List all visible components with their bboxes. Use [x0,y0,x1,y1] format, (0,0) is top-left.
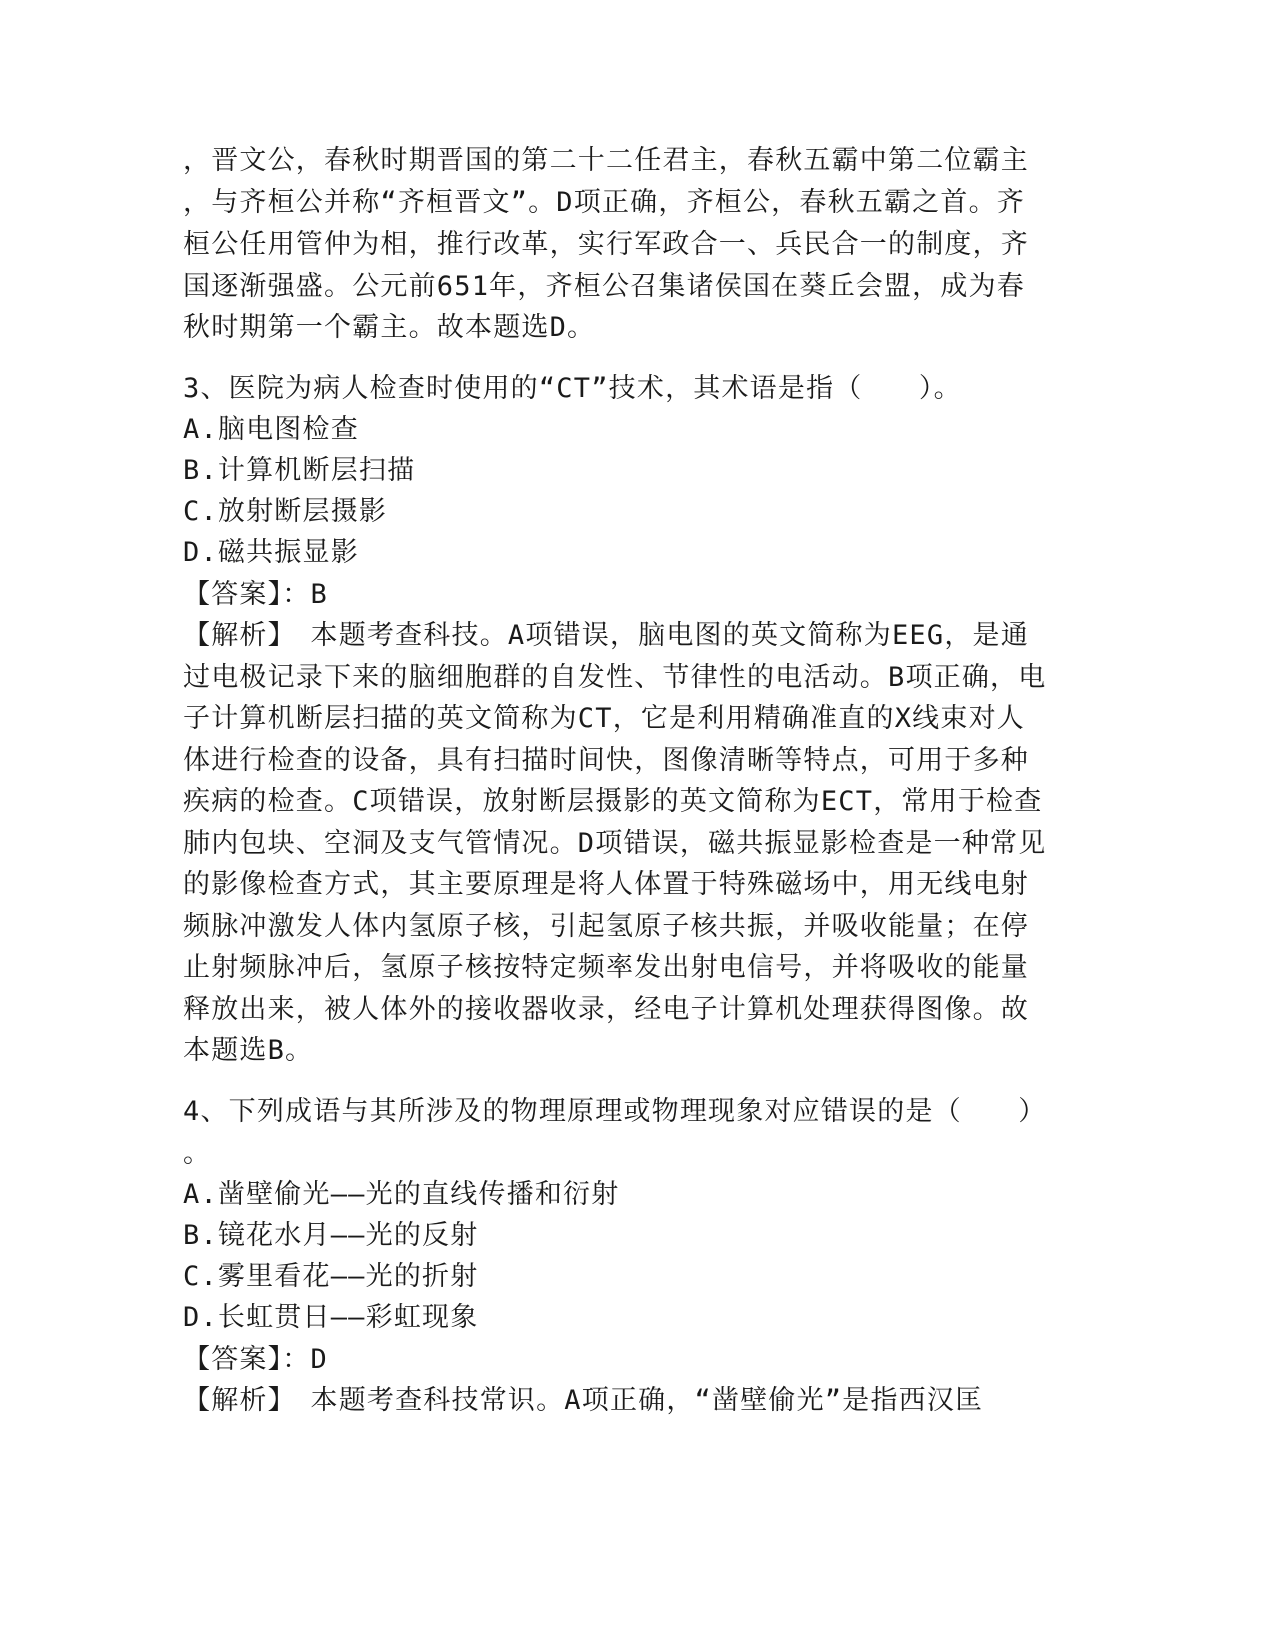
q4-stem-line-1: 4、下列成语与其所涉及的物理原理或物理现象对应错误的是（ ） [183,1096,1047,1127]
continuation-line-5: 秋时期第一个霸主。故本题选D。 [183,312,596,343]
q3-analysis-line-5: 疾病的检查。C项错误，放射断层摄影的英文简称为ECT，常用于检查 [183,786,1043,817]
q3-analysis-line-9: 止射频脉冲后，氢原子核按特定频率发出射电信号，并将吸收的能量 [183,952,1029,983]
q3-analysis-line-7: 的影像检查方式，其主要原理是将人体置于特殊磁场中，用无线电射 [183,869,1029,900]
q3-stem: 3、医院为病人检查时使用的“CT”技术，其术语是指（ ）。 [183,373,962,404]
q3-analysis-line-10: 释放出来，被人体外的接收器收录，经电子计算机处理获得图像。故 [183,994,1029,1025]
q4-option-a: A.凿壁偷光——光的直线传播和衍射 [183,1179,620,1210]
q3-option-c: C.放射断层摄影 [183,496,388,527]
continuation-line-4: 国逐渐强盛。公元前651年，齐桓公召集诸侯国在葵丘会盟，成为春 [183,271,1025,302]
q4-option-d: D.长虹贯日——彩虹现象 [183,1302,479,1333]
q4-option-b: B.镜花水月——光的反射 [183,1220,479,1251]
q4-analysis-line-1: 【解析】 本题考查科技常识。A项正确，“凿壁偷光”是指西汉匡 [183,1385,984,1416]
q3-analysis-line-8: 频脉冲激发人体内氢原子核，引起氢原子核共振，并吸收能量；在停 [183,911,1029,942]
q3-analysis-line-11: 本题选B。 [183,1035,314,1066]
q3-answer: 【答案】：B [183,579,328,610]
continuation-line-2: ，与齐桓公并称“齐桓晋文”。D项正确，齐桓公，春秋五霸之首。齐 [183,187,1025,218]
q3-analysis-line-3: 子计算机断层扫描的英文简称为CT，它是利用精确准直的X线束对人 [183,703,1025,734]
q3-analysis-line-2: 过电极记录下来的脑细胞群的自发性、节律性的电活动。B项正确，电 [183,662,1047,693]
continuation-line-3: 桓公任用管仲为相，推行改革，实行军政合一、兵民合一的制度，齐 [183,229,1029,260]
continuation-line-1: ，晋文公，春秋时期晋国的第二十二任君主，春秋五霸中第二位霸主 [183,145,1029,176]
q4-answer: 【答案】：D [183,1344,328,1375]
q3-option-b: B.计算机断层扫描 [183,455,416,486]
q4-option-c: C.雾里看花——光的折射 [183,1261,479,1292]
q3-option-d: D.磁共振显影 [183,537,359,568]
q4-stem-line-2: 。 [183,1138,212,1169]
q3-analysis-line-6: 肺内包块、空洞及支气管情况。D项错误，磁共振显影检查是一种常见 [183,828,1047,859]
q3-analysis-line-1: 【解析】 本题考查科技。A项错误，脑电图的英文简称为EEG，是通 [183,620,1029,651]
q3-option-a: A.脑电图检查 [183,414,359,445]
q3-analysis-line-4: 体进行检查的设备，具有扫描时间快，图像清晰等特点，可用于多种 [183,745,1029,776]
